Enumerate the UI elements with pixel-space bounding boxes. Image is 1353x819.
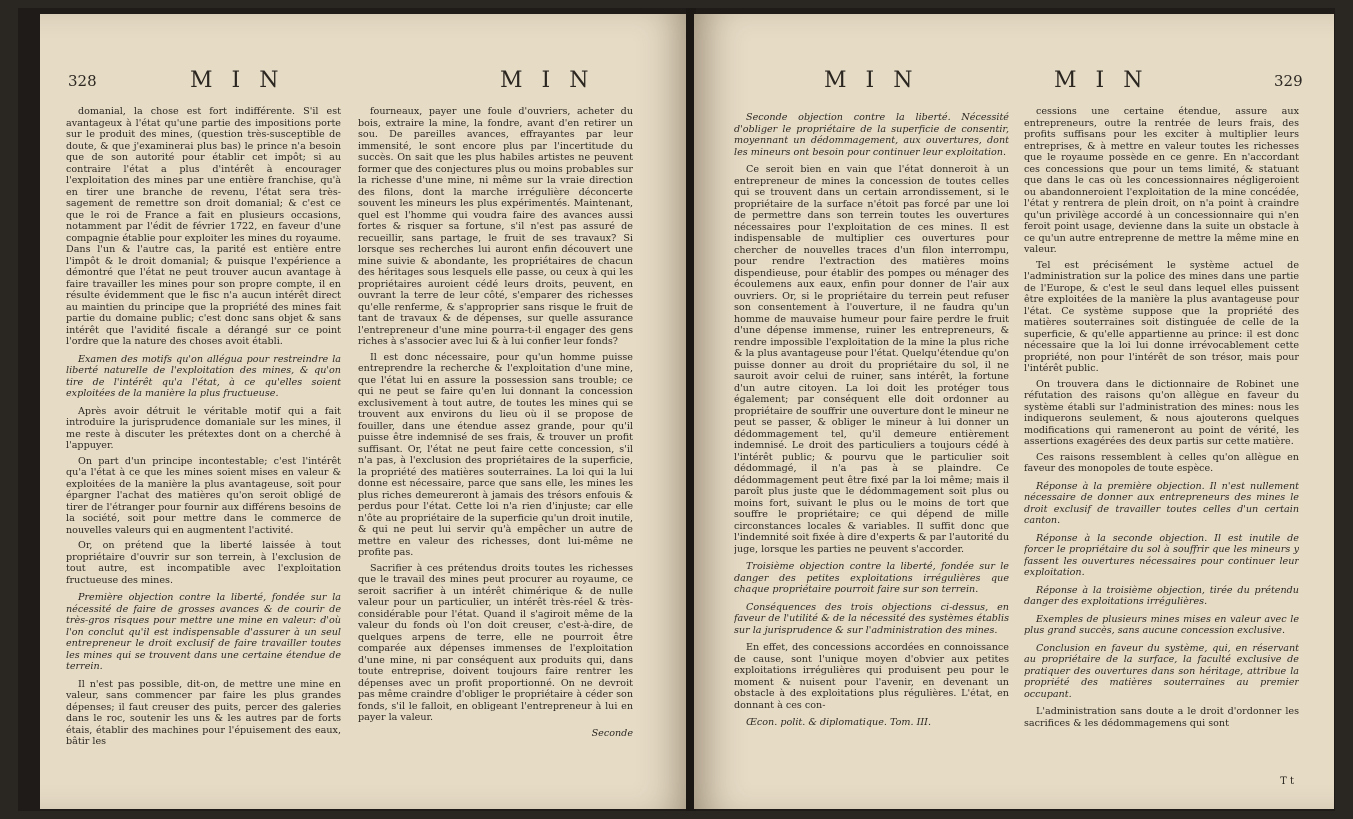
paragraph: domanial, la chose est fort indifférente. S'il est avantageux à l'état qu'une partie des impositions porte sur le produit des mines, (question très-susceptible de doute, & que j'examinerai plus bas) le prince n'a besoin que de son autorité pour établir cet impôt; si au contraire l'état a plus d'intérêt à encourager l'exploitation des mines par une entière franchise, qu'à en tirer une branche de revenu, l'état sera très-sagement de remettre son droit domanial; & c'est ce que le roi de France a fait en plusieurs occasions, notamment par l'édit de février 1722, en faveur d'une compagnie établie pour exploiter les mines du royaume. Dans l'un & l'autre cas, la parité est entière entre l'impôt & le droit domanial; & puisque l'expérience a démontré que l'état ne peut trouver aucun avantage à faire travailler les mines pour son propre compte, il en résulte évidemment que le fisc n'a aucun intérêt direct au maintien du principe que la propriété des mines fait partie du domaine public; c'est donc sans objet & sans intérêt que l'avidité fiscale a dérangé sur ce point l'ordre que la nature des choses avoit établi. xyxy=(66,106,341,347)
section-heading: Réponse à la troisième objection, tirée du prétendu danger des exploitations irrégulières. xyxy=(1024,584,1299,607)
section-heading: Réponse à la première objection. Il n'est nullement nécessaire de donner aux entrepreneurs des mines le droit exclusif de travailler toutes celles d'un certain canton. xyxy=(1024,480,1299,526)
left-column-1 xyxy=(66,106,341,796)
paragraph: L'administration sans doute a le droit d'ordonner les sacrifices & les dédommagemens qui sont xyxy=(1024,706,1299,729)
paragraph: Sacrifier à ces prétendus droits toutes les richesses que le travail des mines peut procurer au royaume, ce seroit sacrifier à un intérêt chimérique & de nulle valeur pour un particulier, un intérêt très-réel & très-considérable pour l'état. Quand il s'agiroit même de la valeur du fonds où l'on doit creuser, c'est-à-dire, de quelques arpens de terre, elle ne pourroit être comparée aux dépenses immenses de l'exploitation d'une mine, ni par conséquent aux produits qui, dans toute entreprise, doivent toujours faire rentrer les dépenses avec un profit proportionné. On ne devroit pas même craindre d'obliger le propriétaire à céder son fonds, s'il le falloit, en obligeant l'entrepreneur à lui en payer la valeur. xyxy=(358,562,633,723)
right-header xyxy=(694,68,1334,98)
section-heading: Conséquences des trois objections ci-dessus, en faveur de l'utilité & de la nécessité des systèmes établis sur la jurisprudence & sur l'administration des mines. xyxy=(734,601,1009,636)
left-column-2 xyxy=(358,106,633,796)
paragraph: On trouvera dans le dictionnaire de Robinet une réfutation des raisons qu'on allègue en faveur du système établi sur l'administration des mines: nous les indiquerons seulement, & nous ajouterons quelques modifications qui rameneront au point de vérité, les assertions exagérées des deux partis sur cette matière. xyxy=(1024,378,1299,447)
section-heading: Troisième objection contre la liberté, fondée sur le danger des petites exploitations irrégulières que chaque propriétaire pourroit faire sur son terrein. xyxy=(734,561,1009,595)
paragraph: On part d'un principe incontestable; c'est l'intérêt qu'a l'état à ce que les mines soient mises en valeur & exploitées de la manière la plus avantageuse, soit pour épargner l'achat des matières qu'on seroit obligé de tirer de l'étranger pour fournir aux différens besoins de la société, soit pour mettre dans le commerce de nouvelles valeurs qui en augmentent l'activité. xyxy=(66,455,341,536)
section-heading: Conclusion en faveur du système, qui, en réservant au propriétaire de la surface, la faculté exclusive de pratiquer des ouvertures dans son héritage, attribue la propriété des matières souterraines au premier occupant. xyxy=(1024,642,1299,700)
paragraph: Ce seroit bien en vain que l'état donneroit à un entrepreneur de mines la concession de toutes celles qui se trouvent dans un certain arrondissement, si le propriétaire de la surface n'étoit pas forcé par une loi de permettre dans son terrein toutes les ouvertures nécessaires pour l'exploitation de ces mines. Il est indispensable de multiplier ces ouvertures pour chercher de nouvelles traces d'un filon interrompu, pour rendre l'extraction des matières moins dispendieuse, pour établir des pompes ou ménager des écoulemens aux eaux, enfin pour donner de l'air aux ouvriers. Or, si le propriétaire du terrein peut refuser son consentement à l'ouverture, il ne faudra qu'un homme de mauvaise humeur pour faire perdre le fruit d'une dépense immense, ruiner les entrepreneurs, & rendre impossible l'exploitation de la mine la plus riche & la plus avantageuse pour l'état. Quelqu'étendue qu'on puisse donner au droit du propriétaire du sol, il ne sauroit avoir celui de ruiner, sans intérêt, la fortune d'un autre citoyen. La loi doit les protéger tous également; par conséquent elle doit ordonner au propriétaire de souffrir une ouverture dont le mineur ne peut se passer, & obliger le mineur à lui donner un dédommagement tel, qu'il demeure entièrement indemnisé. Le droit des particuliers a toujours cédé à l'intérêt public; & pourvu que le particulier soit dédommagé, il n'a pas à se plaindre. Ce dédommagement peut être fixé par la loi même; mais il paroît plus juste que le dédommagement soit plus ou moins fort, suivant le plus ou le moins de tort que souffre le propriétaire; ce qui dépend de mille circonstances locales & variables. Il suffit donc que l'indemnité soit fixée à dire d'experts & par l'autorité du juge, lorsque les parties ne peuvent s'accorder. xyxy=(734,164,1009,555)
right-column-1 xyxy=(734,106,1009,796)
paragraph: fourneaux, payer une foule d'ouvriers, acheter du bois, extraire la mine, la fondre, avant d'en retirer un sou. De pareilles avances, effrayantes par leur immensité, le sont encore plus par l'incertitude du succès. On sait que les plus habiles artistes ne peuvent former que des conjectures plus ou moins probables sur la richesse d'une mine, ni même sur la vraie direction des filons, dont la marche irrégulière déconcerte souvent les mineurs les plus expérimentés. Maintenant, quel est l'homme qui voudra faire des avances aussi fortes & risquer sa fortune, s'il n'est pas assuré de recueillir, sans partage, le fruit de ses travaux? Si lorsque ses recherches lui auront enfin découvert une mine suivie & abondante, les propriétaires de chacun des héritages sous lesquels elle passe, ou ceux à qui les propriétaires auroient cédé leurs droits, peuvent, en ouvrant la terre de leur côté, s'emparer des richesses qu'elle renferme, & s'approprier sans risque le fruit de tant de travaux & de dépenses, sur quelle assurance l'entrepreneur d'une mine pourra-t-il engager des gens riches à s'associer avec lui & à lui confier leur fonds? xyxy=(358,106,633,347)
paragraph: Ces raisons ressemblent à celles qu'on allègue en faveur des monopoles de toute espèce. xyxy=(1024,451,1299,474)
section-heading: Examen des motifs qu'on allégua pour restreindre la liberté naturelle de l'exploitation des mines, & qu'on tire de l'intérêt qu'a l'état, à ce qu'elles soient exploitées de la manière la plus fructueuse. xyxy=(66,353,341,399)
running-head: M I N xyxy=(1054,68,1149,93)
section-heading: Première objection contre la liberté, fondée sur la nécessité de faire de grosses avances & de courir de très-gros risques pour mettre une mine en valeur: d'où l'on conclut qu'il est indispensable d'assurer à un seul entrepreneur le droit exclusif de faire travailler toutes les mines qui se trouvent dans une certaine étendue de terrein. xyxy=(66,592,341,672)
catchword: Seconde xyxy=(591,727,633,739)
paragraph: Tel est précisément le système actuel de l'administration sur la police des mines dans une partie de l'Europe, & c'est le seul dans lequel elles puissent être exploitées de la manière la plus avantageuse pour l'état. Ce système suppose que la propriété des matières souterraines soit distinguée de celle de la superficie, & qu'elle appartienne au prince: il est donc nécessaire que la loi lui donne irrévocablement cette propriété, non pour l'intérêt de son trésor, mais pour l'intérêt public. xyxy=(1024,259,1299,374)
running-head: M I N xyxy=(190,68,285,93)
paragraph: Il est donc nécessaire, pour qu'un homme puisse entreprendre la recherche & l'exploitation d'une mine, que l'état lui en assure la possession sans trouble; ce qui ne peut se faire qu'en lui donnant la concession exclusivement à tout autre, de toutes les mines qui se trouvent aux environs du lieu où il se propose de fouiller, dans une étendue assez grande, pour qu'il puisse être indemnisé de ses frais, & trouver un profit suffisant. Or, l'état ne peut faire cette concession, s'il n'a pas, à l'exclusion des propriétaires de la superficie, la propriété des matières souterraines. La loi qui la lui donne est nécessaire, parce que sans elle, les mines les plus riches demeureront à jamais des trésors enfouis & perdus pour l'état. Cette loi n'a rien d'injuste; car elle n'ôte au propriétaire de la superficie qu'un droit inutile, & qui ne peut lui servir qu'à empêcher un autre de mettre en valeur des richesses, dont lui-même ne profite pas. xyxy=(358,351,633,558)
page-number: 329 xyxy=(1274,72,1303,90)
section-heading: Seconde objection contre la liberté. Nécessité d'obliger le propriétaire de la superficie de consentir, moyennant un dédommagement, aux ouvertures, dont les mineurs ont besoin pour continuer leur exploitation. xyxy=(734,112,1009,158)
signature-mark: T t xyxy=(1280,776,1294,787)
paragraph: Après avoir détruit le véritable motif qui a fait introduire la jurisprudence domaniale sur les mines, il me reste à discuter les prétextes dont on a cherché à l'appuyer. xyxy=(66,405,341,451)
page-number: 328 xyxy=(68,72,97,90)
section-heading: Réponse à la seconde objection. Il est inutile de forcer le propriétaire du sol à souffrir que les mineurs y fassent les ouvertures nécessaires pour continuer leur exploitation. xyxy=(1024,532,1299,578)
book-spread xyxy=(18,8,1335,811)
left-header xyxy=(40,68,690,98)
right-column-2 xyxy=(1024,106,1299,796)
left-page xyxy=(40,14,690,809)
paragraph: En effet, des concessions accordées en connoissance de cause, sont l'unique moyen d'obvier aux petites exploitations irrégulières qui produisent peu pour le moment & nuisent pour l'avenir, en devenant un obstacle à des exploitations plus régulières. L'état, en donnant à ces con- xyxy=(734,642,1009,711)
running-head: M I N xyxy=(824,68,919,93)
right-page xyxy=(694,14,1334,809)
running-head: M I N xyxy=(500,68,595,93)
paragraph: Or, on prétend que la liberté laissée à tout propriétaire d'ouvrir sur son terrein, à l'exclusion de tout autre, est incompatible avec l'exploitation fructueuse des mines. xyxy=(66,540,341,586)
paragraph: Il n'est pas possible, dit-on, de mettre une mine en valeur, sans commencer par faire les plus grandes dépenses; il faut creuser des puits, percer des galeries dans le roc, soutenir les uns & les autres par de forts étais, établir des machines pour l'épuisement des eaux, bâtir les xyxy=(66,678,341,747)
paragraph: cessions une certaine étendue, assure aux entrepreneurs, outre la rentrée de leurs frais, des profits suffisans pour les exciter à multiplier leurs entreprises, & à mettre en valeur toutes les richesses que le royaume possède en ce genre. En n'accordant ces concessions que pour un tems limité, & statuant que dans le cas où les concessionnaires négligeroient ou abandonneroient l'exploitation de la mine concédée, l'état y rentrera de plein droit, on n'a point à craindre qu'un privilège accordé à un concessionnaire qui n'en feroit point usage, devienne dans la suite un obstacle à ce qu'un autre entreprenne de mettre la même mine en valeur. xyxy=(1024,106,1299,255)
page-footer: Œcon. polit. & diplomatique. Tom. III. xyxy=(746,717,932,728)
section-heading: Exemples de plusieurs mines mises en valeur avec le plus grand succès, sans aucune concession exclusive. xyxy=(1024,613,1299,636)
